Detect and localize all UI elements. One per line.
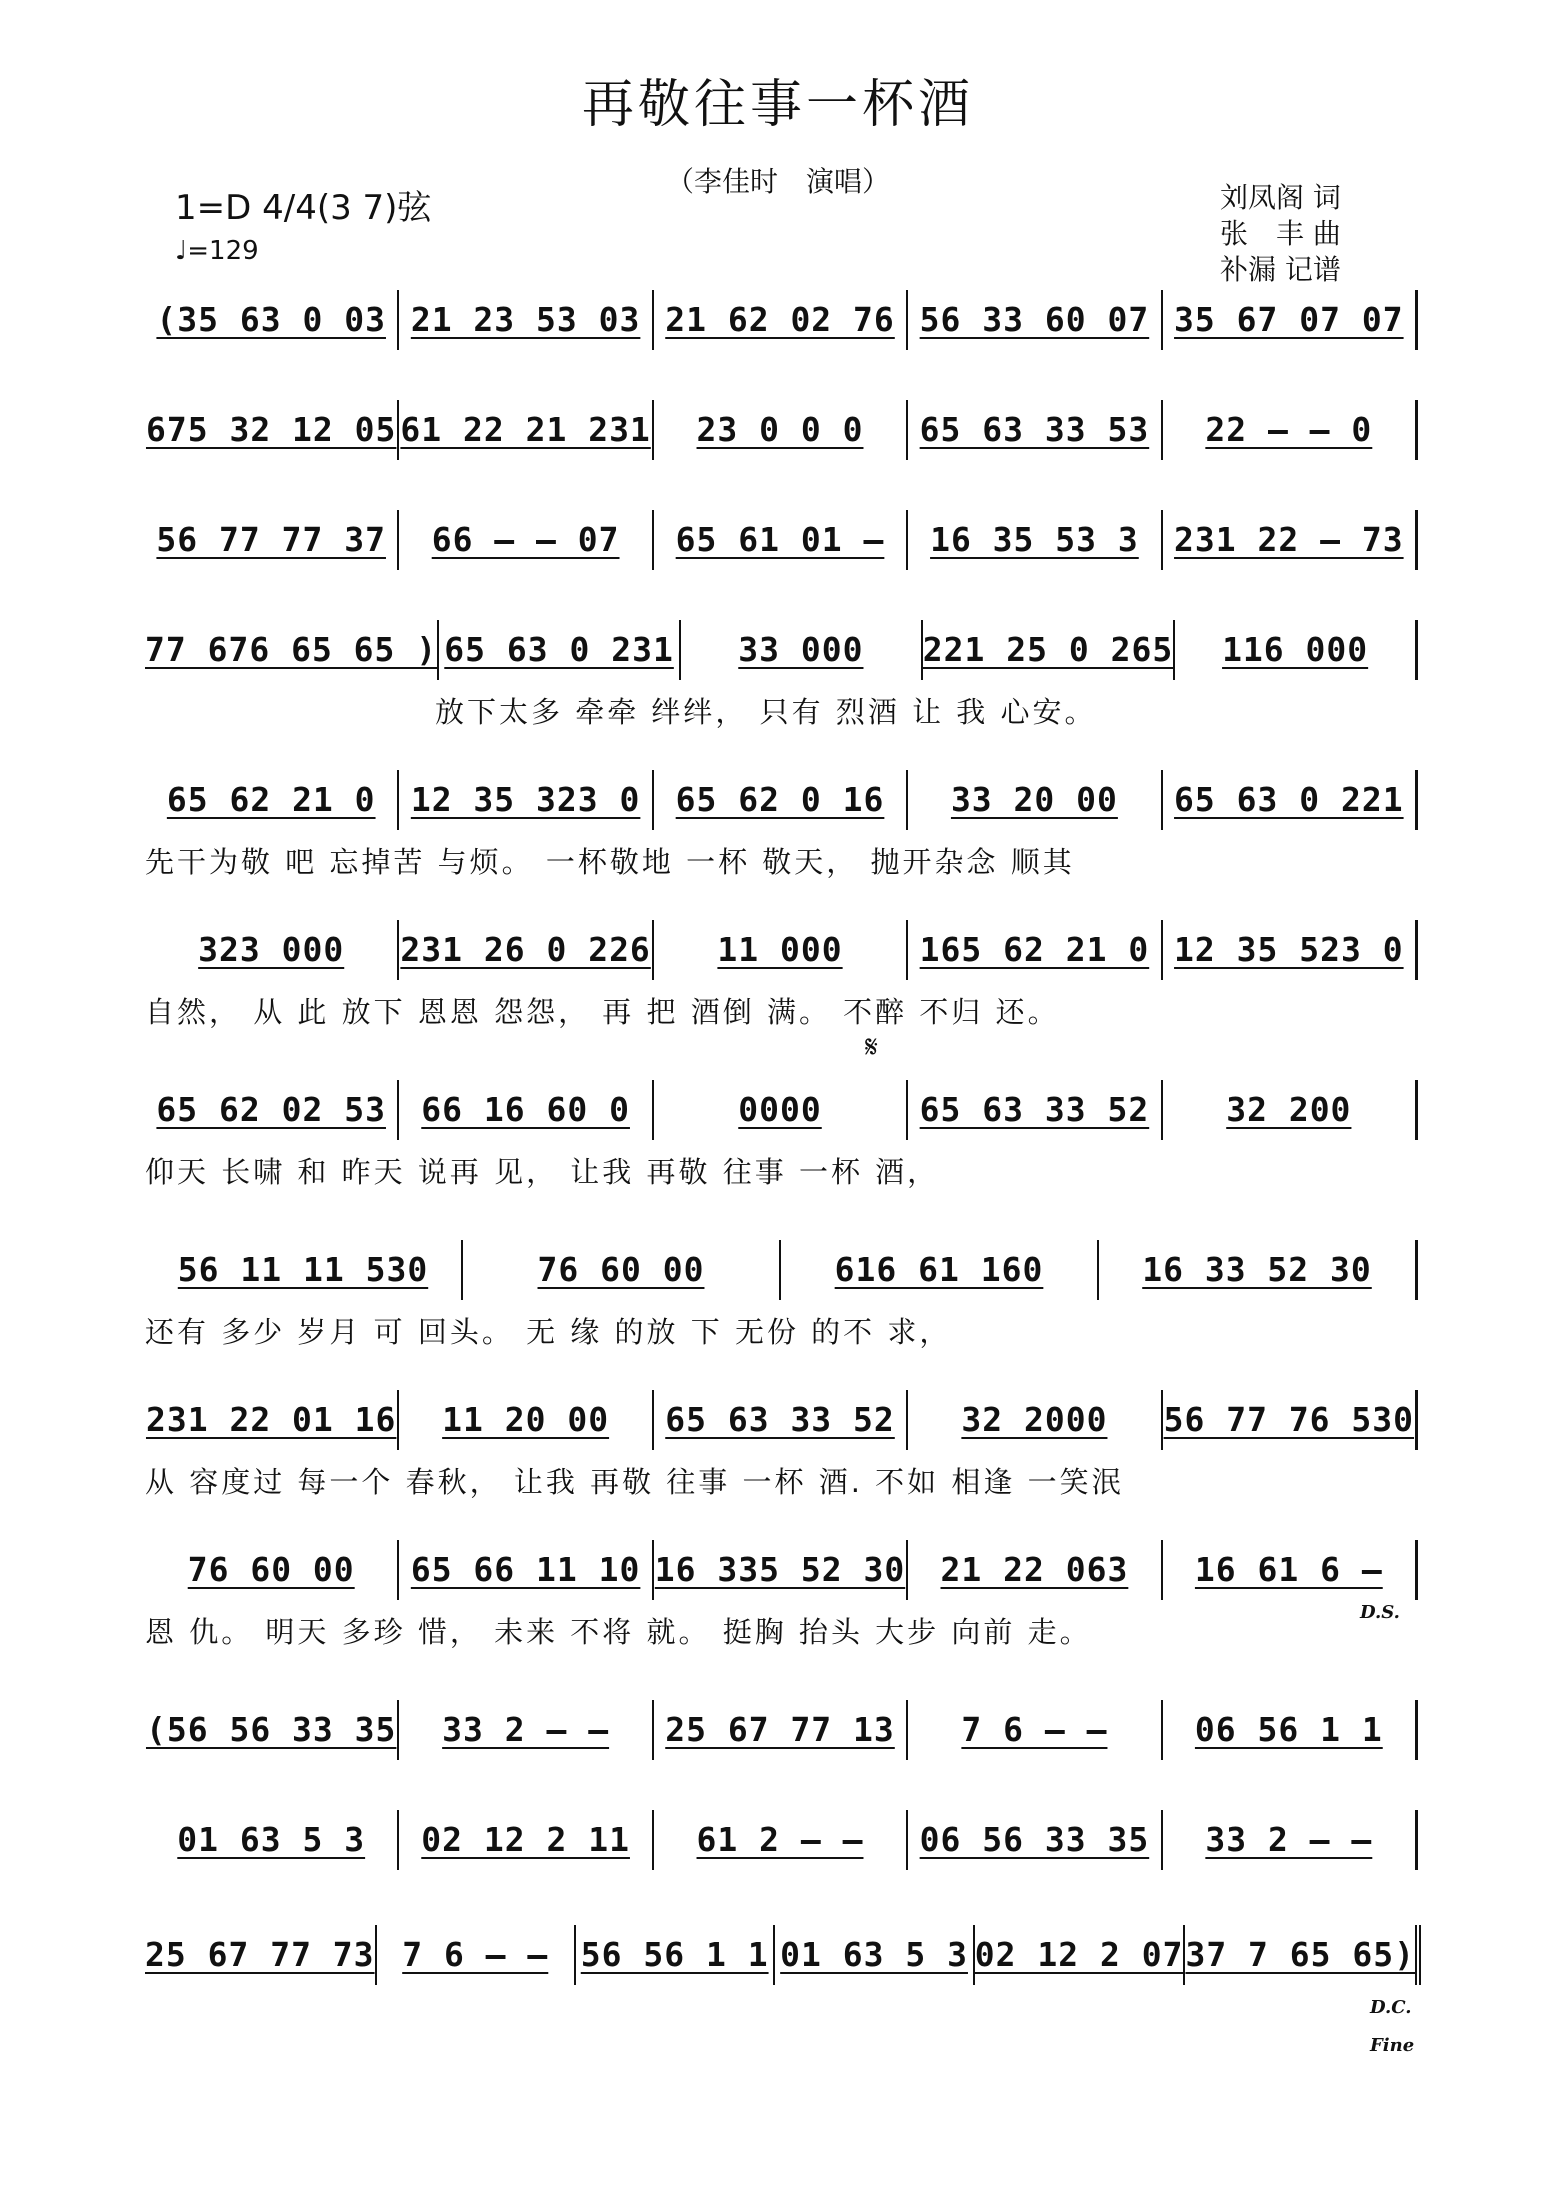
measure: 23 0 0 0 xyxy=(654,400,908,460)
measure: 22 – – 0 xyxy=(1205,410,1373,449)
measure: 65 63 33 52 xyxy=(908,1080,1162,1140)
notation-row xyxy=(145,1390,1418,1450)
lyricist-credit: 刘凤阁 词 xyxy=(1220,181,1341,214)
measure: 65 62 0 16 xyxy=(654,770,908,830)
measure: 12 35 523 0 xyxy=(1174,930,1404,969)
notation-row xyxy=(145,1700,1418,1760)
credits-block xyxy=(1220,180,1400,288)
measure: 56 77 76 530 xyxy=(1163,1400,1415,1439)
notation-row xyxy=(145,770,1418,830)
notation-row xyxy=(145,1240,1418,1300)
measure: 65 63 0 231 xyxy=(439,620,681,680)
lyrics-line: 恩 仇。 明天 多珍 惜， 未来 不将 就。 挺胸 抬头 大步 向前 走。 xyxy=(145,1615,1092,1649)
measure: 231 22 01 16 xyxy=(145,1390,399,1450)
measure: 33 2 – – xyxy=(399,1700,653,1760)
lyrics-line: 从 容度过 每一个 春秋， 让我 再敬 往事 一杯 酒. 不如 相逢 一笑泯 xyxy=(145,1465,1124,1499)
measure: 65 63 0 221 xyxy=(1174,780,1404,819)
measure: 66 16 60 0 xyxy=(399,1080,653,1140)
measure: 11 20 00 xyxy=(399,1390,653,1450)
measure: (35 63 0 03 xyxy=(145,290,399,350)
measure: 25 67 77 13 xyxy=(654,1700,908,1760)
measure: 675 32 12 05 xyxy=(145,400,399,460)
measure: 56 11 11 530 xyxy=(145,1240,463,1300)
ds-mark: D.S. xyxy=(1360,1602,1400,1623)
measure: 33 000 xyxy=(681,620,923,680)
measure: 66 – – 07 xyxy=(399,510,653,570)
measure: 33 20 00 xyxy=(908,770,1162,830)
measure: 65 62 02 53 xyxy=(145,1080,399,1140)
measure: 16 61 6 – xyxy=(1194,1550,1383,1589)
measure: 06 56 1 1 xyxy=(1194,1710,1383,1749)
key-signature: 1=D 4/4(3 7)弦 xyxy=(175,188,432,228)
measure: 77 676 65 65 ) xyxy=(145,620,439,680)
measure: 231 22 – 73 xyxy=(1174,520,1404,559)
measure: 21 62 02 76 xyxy=(654,290,908,350)
tempo-marking: ♩=129 xyxy=(175,236,259,266)
notation-row xyxy=(145,290,1418,350)
lyrics-line: 先干为敬 吧 忘掉苦 与烦。 一杯敬地 一杯 敬天， 抛开杂念 顺其 xyxy=(145,845,1075,879)
measure: 7 6 – – xyxy=(377,1925,576,1985)
measure: 61 2 – – xyxy=(654,1810,908,1870)
measure: 01 63 5 3 xyxy=(775,1925,974,1985)
measure: 16 335 52 30 xyxy=(654,1540,908,1600)
measure: 76 60 00 xyxy=(463,1240,781,1300)
lyrics-line: 仰天 长啸 和 昨天 说再 见， 让我 再敬 往事 一杯 酒， xyxy=(145,1155,940,1189)
measure: 221 25 0 265 xyxy=(923,620,1175,680)
notation-row xyxy=(145,1540,1418,1600)
measure: 02 12 2 07 xyxy=(975,1925,1186,1985)
measure: 323 000 xyxy=(145,920,399,980)
measure: 21 23 53 03 xyxy=(399,290,653,350)
notation-row xyxy=(145,400,1418,460)
measure: 21 22 063 xyxy=(908,1540,1162,1600)
measure: 01 63 5 3 xyxy=(145,1810,399,1870)
measure: 231 26 0 226 xyxy=(399,920,653,980)
notation-row xyxy=(145,1925,1421,1985)
measure: 35 67 07 07 xyxy=(1174,300,1404,339)
measure: 65 63 33 52 xyxy=(654,1390,908,1450)
measure: 616 61 160 xyxy=(781,1240,1099,1300)
segno-sign: 𝄋 xyxy=(865,1030,878,1065)
measure: 16 35 53 3 xyxy=(908,510,1162,570)
song-title: 再敬往事一杯酒 xyxy=(581,75,974,135)
measure: 02 12 2 11 xyxy=(399,1810,653,1870)
measure: 37 7 65 65) xyxy=(1185,1935,1415,1974)
lyrics-line: 还有 多少 岁月 可 回头。 无 缘 的放 下 无份 的不 求， xyxy=(145,1315,952,1349)
lyrics-line: 放下太多 牵牵 绊绊， 只有 烈酒 让 我 心安。 xyxy=(435,695,1097,729)
notation-row xyxy=(145,920,1418,980)
measure: 65 63 33 53 xyxy=(908,400,1162,460)
lyrics-line: 自然， 从 此 放下 恩恩 怨怨， 再 把 酒倒 满。 不醉 不归 还。 xyxy=(145,995,1060,1029)
measure: 33 2 – – xyxy=(1205,1820,1373,1859)
measure: 32 2000 xyxy=(908,1390,1162,1450)
measure: 165 62 21 0 xyxy=(908,920,1162,980)
measure: 56 56 1 1 xyxy=(576,1925,775,1985)
measure: (56 56 33 35 xyxy=(145,1700,399,1760)
measure: 12 35 323 0 xyxy=(399,770,653,830)
fine-mark: Fine xyxy=(1370,2035,1415,2056)
measure: 25 67 77 73 xyxy=(145,1925,377,1985)
notation-row xyxy=(145,510,1418,570)
measure: 56 33 60 07 xyxy=(908,290,1162,350)
measure: 16 33 52 30 xyxy=(1142,1250,1372,1289)
measure: 7 6 – – xyxy=(908,1700,1162,1760)
notation-row xyxy=(145,1810,1418,1870)
measure: 56 77 77 37 xyxy=(145,510,399,570)
dc-mark: D.C. xyxy=(1370,1997,1412,2018)
measure: 65 62 21 0 xyxy=(145,770,399,830)
measure: 0000 xyxy=(654,1080,908,1140)
measure: 65 61 01 – xyxy=(654,510,908,570)
measure: 61 22 21 231 xyxy=(399,400,653,460)
notation-row xyxy=(145,1080,1418,1140)
transcriber-credit: 补漏 记谱 xyxy=(1220,253,1341,286)
composer-credit: 张 丰 曲 xyxy=(1220,217,1341,250)
measure: 76 60 00 xyxy=(145,1540,399,1600)
measure: 11 000 xyxy=(654,920,908,980)
measure: 65 66 11 10 xyxy=(399,1540,653,1600)
measure: 32 200 xyxy=(1226,1090,1352,1129)
measure: 116 000 xyxy=(1222,630,1369,669)
singer-credit: （李佳时 演唱） xyxy=(665,165,890,198)
notation-row xyxy=(145,620,1418,680)
measure: 06 56 33 35 xyxy=(908,1810,1162,1870)
